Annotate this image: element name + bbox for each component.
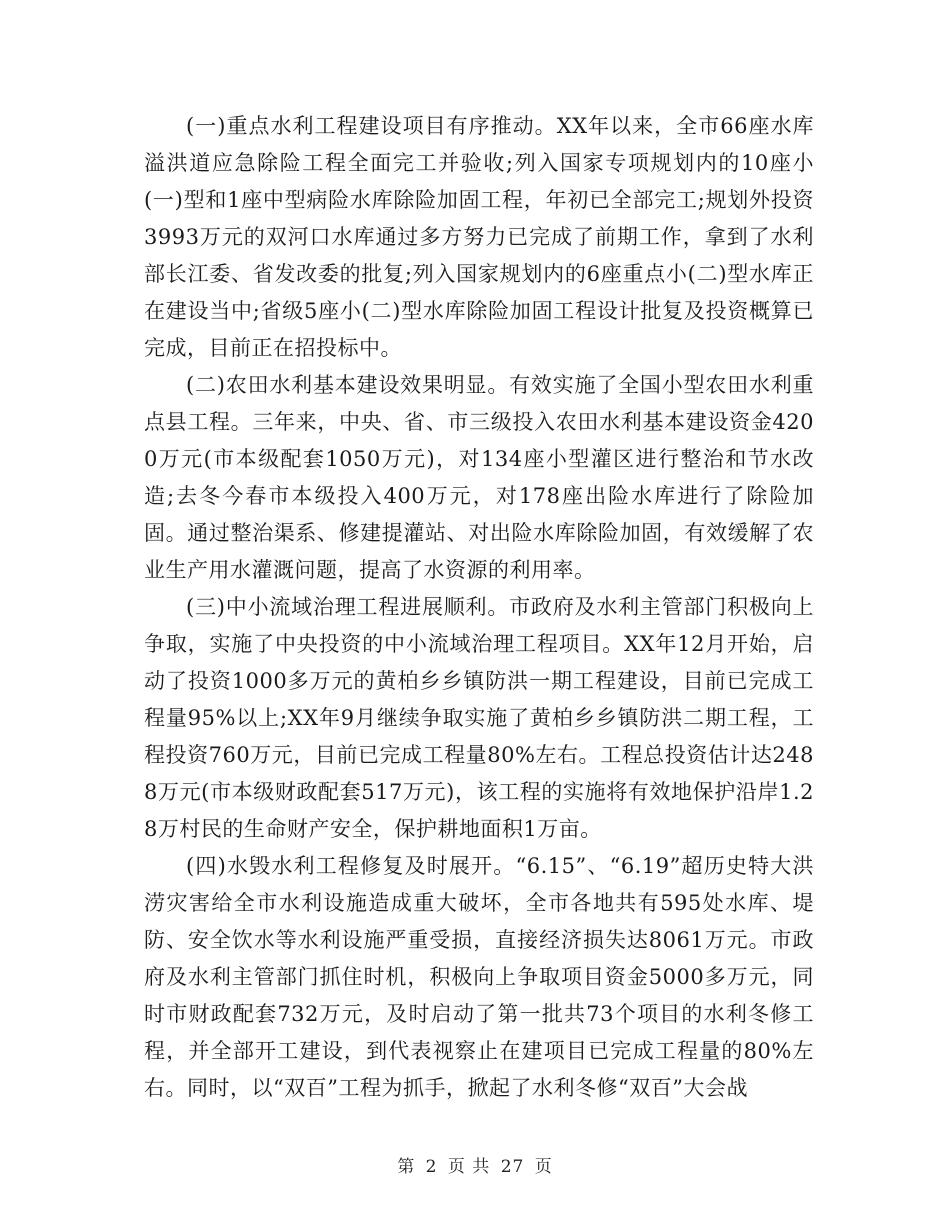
paragraph-1: (一)重点水利工程建设项目有序推动。XX年以来，全市66座水库溢洪道应急除险工程全面完工并验收;列入国家专项规划内的10座小(一)型和1座中型病险水库除险加固工程，年初已全部完工;规划外投资3993万元的双河口水库通过多方努力已完成了前期工作，拿到了水利部长江委、省发改委的批复;列入国家规划内的6座重点小(二)型水库正在建设当中;省级5座小(二)型水库除险加固工程设计批复及投资概算已完成，目前正在招投标中。 bbox=[144, 114, 814, 360]
paragraph-3: (三)中小流域治理工程进展顺利。市政府及水利主管部门积极向上争取，实施了中央投资的中小流域治理工程项目。XX年12月开始，启动了投资1000多万元的黄柏乡乡镇防洪一期工程建设，目前已完成工程量95%以上;XX年9月继续争取实施了黄柏乡乡镇防洪二期工程，工程投资760万元，目前已完成工程量80%左右。工程总投资估计达2488万元(市本级财政配套517万元)，该工程的实施将有效地保护沿岸1.28万村民的生命财产安全，保护耕地面积1万亩。 bbox=[144, 595, 814, 841]
paragraph-4: (四)水毁水利工程修复及时展开。“6.15”、“6.19”超历史特大洪涝灾害给全市水利设施造成重大破坏，全市各地共有595处水库、堤防、安全饮水等水利设施严重受损，直接经济损失达8061万元。市政府及水利主管部门抓住时机，积极向上争取项目资金5000多万元，同时市财政配套732万元，及时启动了第一批共73个项目的水利冬修工程，并全部开工建设，到代表视察止在建项目已完成工程量的80%左右。同时，以“双百”工程为抓手，掀起了水利冬修“双百”大会战 bbox=[144, 854, 814, 1100]
page-footer bbox=[0, 1152, 950, 1177]
footer-prefix: 第 bbox=[397, 1157, 416, 1177]
footer-suffix: 页 bbox=[534, 1157, 553, 1177]
paragraph-2: (二)农田水利基本建设效果明显。有效实施了全国小型农田水利重点县工程。三年来，中央、省、市三级投入农田水利基本建设资金4200万元(市本级配套1050万元)，对134座小型灌区进行整治和节水改造;去冬今春市本级投入400万元，对178座出险水库进行了除险加固。通过整治渠系、修建提灌站、对出险水库除险加固，有效缓解了农业生产用水灌溉问题，提高了水资源的利用率。 bbox=[144, 373, 814, 582]
document-body bbox=[144, 108, 814, 1107]
footer-middle: 页 共 bbox=[447, 1157, 491, 1177]
footer-page-number: 2 bbox=[425, 1157, 438, 1177]
footer-total-pages: 27 bbox=[500, 1157, 525, 1177]
